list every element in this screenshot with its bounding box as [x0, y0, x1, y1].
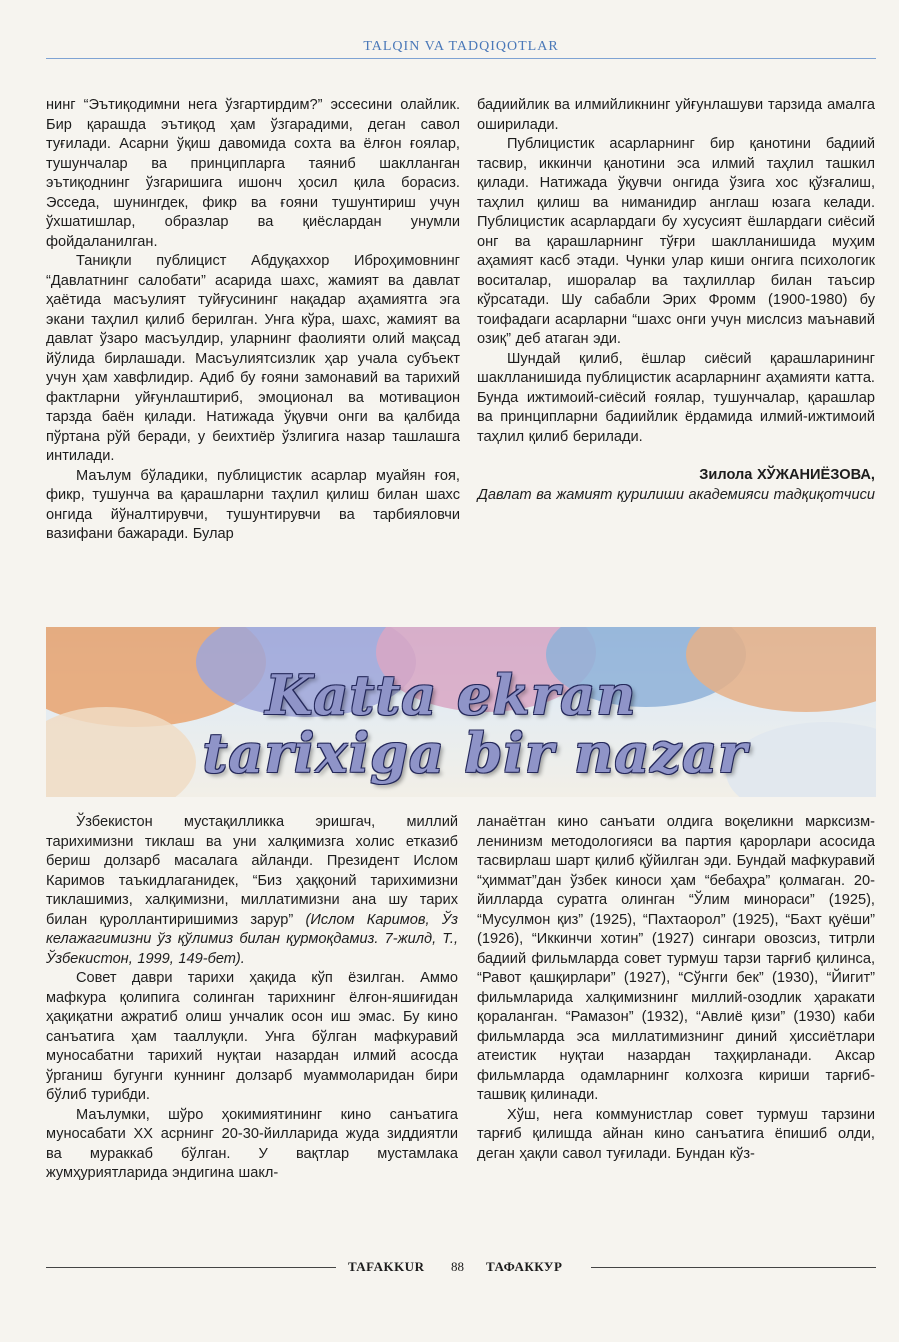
paragraph: Публицистик асарларнинг бир қанотини бадиий тасвир, иккинчи қанотини эса илмий таҳлил ташкил қилади. Натижада ўқувчи онгида ўзига хос қўзғалиш, таҳлил қилиш ва ниманидир англаш юзага келади. Публицистик асарлардаги бу хусусият ёшлардаги сиёсий онг ва қарашларнинг тўғри шаклланишида муҳим аҳамият касб этади. Чунки улар киши онгига психологик воситалар, ишоралар ва таҳлиллар билан таъсир кўрсатади. Шу сабабли Эрих Фромм (1900-1980) бу тоифадаги асарларни “шахс онги учун мислсиз маънавий озиқ” деб атаган эди. [477, 136, 875, 347]
citation: (Ислом Каримов, Ўз келажагимизни ўз қўлимиз билан қурмоқдамиз. 7-жилд, Т., Ўзбекистон, 1999, 149-бет). [46, 911, 458, 967]
running-header [46, 38, 876, 62]
column-2 [477, 96, 875, 505]
paragraph: нинг “Эътиқодимни нега ўзгартирдим?” эссесини олайлик. Бир қарашда эътиқод ҳам ўзгарадими, деган савол туғилади. Асарни ўқиш давомида сохта ва ёлғон ғоялар, тушунчалар ва принципларга таяниб шаклланган эътиқоднинг ўзгаришига ишонч ҳосил қила борасиз. Эсседа, шунингдек, фикр ва ғояни тушунтириш учун ўхшатишлар, образлар ва қиёслардан унумли фойдаланилган. [46, 97, 460, 250]
paragraph: Таниқли публицист Абдуқаххор Иброҳимовнинг “Давлатнинг салобати” асарида шахс, жамият ва давлат ҳаётида масъулият туйғусининг нақадар аҳамиятга эга экани таҳлил қилиб берилган. Унга кўра, шахс, жамият ва давлат ўзаро масъулдир, уларнинг фаолияти олий мақсад йўлида бирлашади. Масъулиятсизлик ҳар учала субъект учун ҳам хавфлидир. Адиб бу ғояни замонавий ва тарихий фактларни уйғунлаштириб, эмоционал ва мотивацион тарзда баён қилади. Натижада ўқувчи онги ва қалбида пўртана рўй беради, у беихтиёр ўзлигига назар ташлашга интилади. [46, 253, 460, 464]
paragraph: Совет даври тарихи ҳақида кўп ёзилган. Аммо мафкура қолипига солинган тарихнинг ёлғон-яшиғидан ҳақиқатни ажратиб олиш унчалик осон иш эмас. Бу кино санъатига ҳам тааллуқли. Унга бўлган мафкуравий муносабатни тарихий нуқтаи назардан илмий асосда ўрганиш бугунги куннинг долзарб муаммоларидан бири бўлиб турибди. [46, 970, 458, 1103]
article-title-line-2: tarixiga bir nazar [202, 721, 748, 785]
footer-rule-left [46, 1267, 336, 1268]
paragraph: ланаётган кино санъати олдига воқеликни марксизм-ленинизм методологияси ва партия қарорлари асосида тасвирлаш шарт қилиб қўйилган эди. Бундай мафкуравий “ҳиммат”дан ўзбек киноси ҳам “бебаҳра” қолмаган. 20-йилларда суратга олинган “Ўлим минораси” (1925), “Мусулмон қиз” (1925), “Пахтаорол” (1925), “Бахт қуёши” (1926), “Иккинчи хотин” (1927) сингари овозсиз, титрли бадиий фильмларда совет турмуш тарзи тарғиб қилинса, “Равот қашқирлари” (1927), “Сўнгги бек” (1930), “Йигит” фильмларида халқимизнинг миллий-озодлик ҳаракати қораланган. “Рамазон” (1932), “Авлиё қизи” (1930) каби фильмларда эса миллатимизнинг диний ҳиссиётлари атеистик нуқтаи назардан таҳқирланади. Аксар фильмларда одамларнинг колхозга кириши тарғиб-ташвиқ қилинади. [477, 814, 875, 1103]
column-4 [477, 813, 875, 1164]
article-title-line-1: Katta ekran [265, 663, 637, 727]
article-title-banner [46, 627, 876, 797]
page-number: 88 [451, 1259, 464, 1274]
section-title: TALQIN VA TADQIQOTLAR [363, 39, 559, 54]
footer-rule-right [591, 1267, 876, 1268]
page-footer [46, 1258, 876, 1278]
paragraph: Хўш, нега коммунистлар совет турмуш тарзини тарғиб қилишда айнан кино санъатига ёпишиб олди, деган ҳақли савол туғилади. Бундан кўз- [477, 1106, 875, 1162]
footer-magazine-latin: TAFAKKUR [348, 1259, 425, 1274]
paragraph-text: Ўзбекистон мустақилликка эришгач, миллий тарихимизни тиклаш ва уни халқимизга холис етказиб бериш долзарб масалага айланди. Президент Ислом Каримов таъкидлаганидек, “Биз ҳаққоний тарихимизни тиклашимиз, халқимизни, миллатимизни ана шу тарих билан қуроллантиришимиз зарур” [46, 814, 458, 928]
author-name: Зилола ХЎЖАНИЁЗОВА, [699, 467, 875, 483]
paragraph: Шундай қилиб, ёшлар сиёсий қарашларининг шаклланишида публицистик асарларнинг аҳамияти катта. Бунда ижтимоий-сиёсий ғоялар, тушунчалар, қарашлар ва принципларни бадиийлик ёрдамида илмий-ижтимоий таҳлил қилиб берилади. [477, 350, 875, 445]
column-3 [46, 813, 458, 1184]
paragraph [46, 813, 458, 969]
column-1 [46, 96, 460, 545]
paragraph: бадиийлик ва илмийликнинг уйғунлашуви тарзида амалга оширилади. [477, 97, 875, 133]
author-affiliation: Давлат ва жамият қурилиши академияси тадқиқотчиси [477, 486, 875, 503]
header-rule [46, 58, 876, 59]
footer-magazine-cyrillic: ТАФАККУР [486, 1259, 563, 1274]
paragraph: Маълум бўладики, публицистик асарлар муайян ғоя, фикр, тушунча ва қарашларни таҳлил қилиш билан шахс онгида йўналтирувчи, тушунтирувчи ва тарбияловчи вазифани бажаради. Булар [46, 467, 460, 542]
paragraph: Маълумки, шўро ҳокимиятининг кино санъатига муносабати XX асрнинг 20-30-йилларида жуда зиддиятли ва мураккаб бўлган. У вақтлар мустамлака жумҳуриятларида эндигина шакл- [46, 1106, 458, 1181]
